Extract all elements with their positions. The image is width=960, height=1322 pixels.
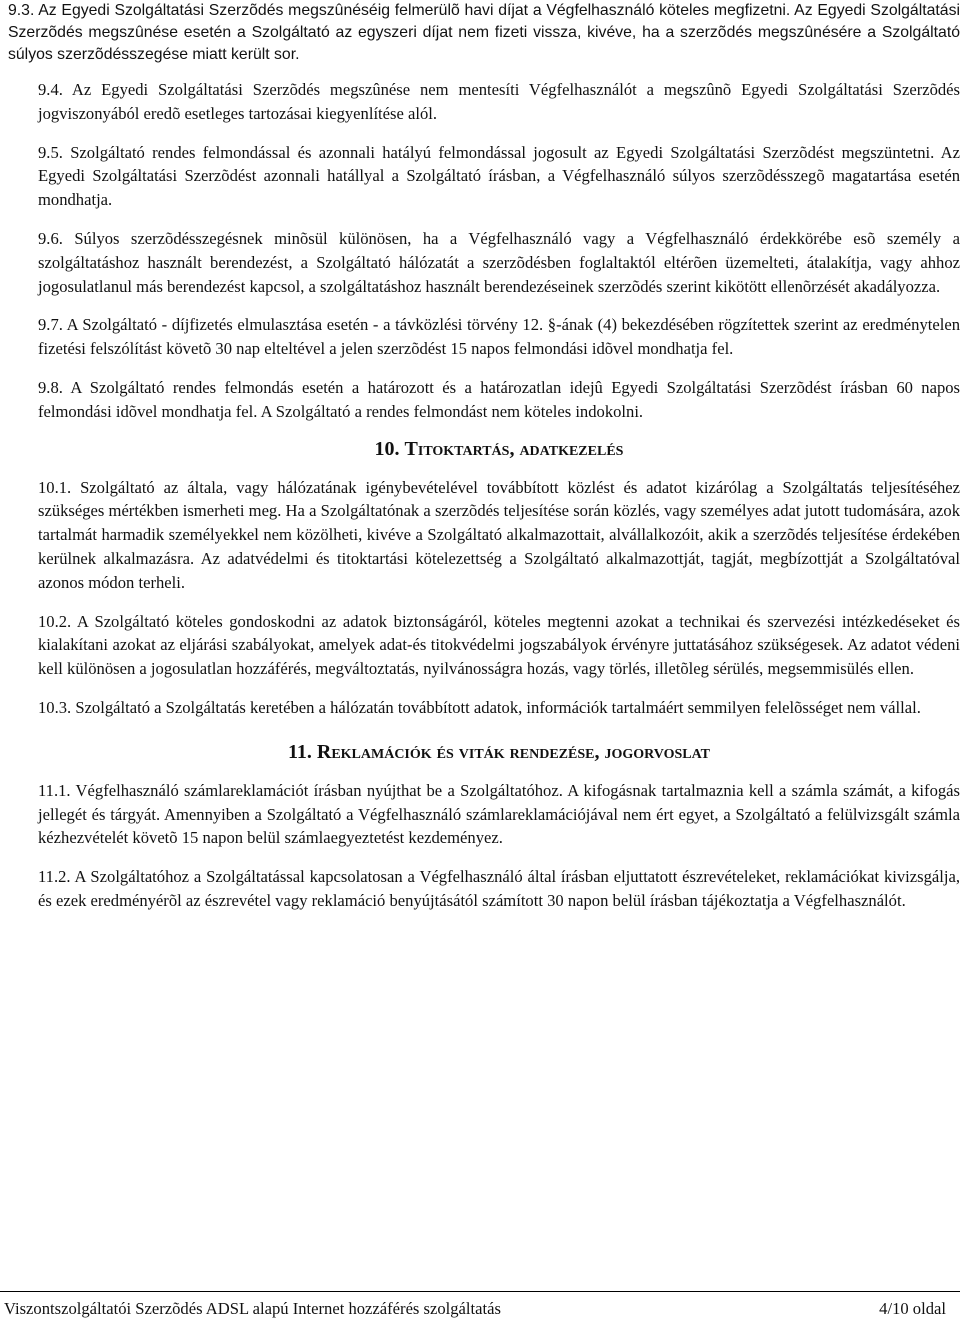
clause-11-2: 11.2. A Szolgáltatóhoz a Szolgáltatással kapcsolatosan a Végfelhasználó által írásban eljuttatott észrevételeket, reklamációkat kivizsgálja, és ezek eredményérõl az észrevétel vagy reklamáció benyújtásától számított 30 napon belül írásban tájékoztatja a Végfelhasználót. — [38, 867, 960, 910]
clause-9-6: 9.6. Súlyos szerzõdésszegésnek minõsül különösen, ha a Végfelhasználó vagy a Végfelhasználó érdekkörébe esõ személy a szolgáltatáshoz használt berendezést, a Szolgáltató hálózatát a szerzõdésben foglaltaktól eltérõen üzemelteti, átalakítja, vagy ahhoz jogosulatlanul más berendezést kapcsol, a szolgáltatáshoz használt berendezéseinek szerzõdés szerint kikötött ellenõrzését akadályozza. — [38, 228, 960, 296]
clause-10-3: 10.3. Szolgáltató a Szolgáltatás keretében a hálózatán továbbított adatok, információk tartalmáért semmilyen felelõsséget nem vállal. — [38, 697, 921, 717]
clause-11-1: 11.1. Végfelhasználó számlareklamációt írásban nyújthat be a Szolgáltatóhoz. A kifogásnak tartalmaznia kell a számla számát, a kifogás jellegét és tárgyát. Amennyiben a Szolgáltató a Végfelhasználó számlareklamációjával nem ért egyet, a Szolgáltató a felülvizsgált számla kézhezvételét követõ 15 napon belül számlaegyeztetést kezdeményez. — [38, 780, 960, 848]
section-10-number: 10. — [374, 437, 405, 460]
section-11-heading — [38, 720, 960, 779]
footer-divider — [0, 1291, 960, 1292]
page-footer — [4, 1298, 946, 1320]
section-10-title: Titoktartás, adatkezelés — [404, 437, 624, 460]
clause-9-7: 9.7. A Szolgáltató - díjfizetés elmulasztása esetén - a távközlési törvény 12. §-ának (4) bekezdésében rögzítettek szerint az eredménytelen fizetési felszólítást követõ 30 nap elteltével a jelen szerzõdést 15 napos felmondási idõvel mondhatja fel. — [38, 315, 960, 359]
footer-page-number: 4/10 oldal — [879, 1299, 946, 1318]
section-10-heading — [38, 424, 960, 476]
section-11-number: 11. — [287, 740, 317, 763]
footer-document-title: Viszontszolgáltatói Szerzõdés ADSL alapú Internet hozzáférés szolgáltatás — [4, 1299, 501, 1318]
clause-9-8: 9.8. A Szolgáltató rendes felmondás esetén a határozott és a határozatlan idejû Egyedi Szolgáltatási Szerzõdést írásban 60 napos felmondási idõvel mondhatja fel. A Szolgáltató a rendes felmondást nem köteles indokolni. — [38, 377, 960, 421]
clause-10-1: 10.1. Szolgáltató az általa, vagy hálózatának igénybevételével továbbított közlést és adatot kizárólag a Szolgáltatás teljesítéséhez szükséges mértékben ismerheti meg. Ha a Szolgáltatónak a szerzõdés teljesítése során közlés, vagy személyes adat jutott tudomására, azok tartalmát harmadik személyekkel nem közölheti, kivéve a Szolgáltató alkalmazottait, alvállalkozóit, akik a szerzõdés teljesítése érdekében kerülnek alkalmazásra. Az adatvédelmi és titoktartási kötelezettség a Szolgáltató alkalmazottját, tagját, megbízottját a Szolgáltatóval azonos módon terheli. — [38, 477, 960, 592]
section-11-title: Reklamációk és viták rendezése, jogorvoslat — [316, 740, 711, 763]
clause-9-5: 9.5. Szolgáltató rendes felmondással és azonnali hatályú felmondással jogosult az Egyedi Szolgáltatási Szerzõdést megszüntetni. Az Egyedi Szolgáltatási Szerzõdést azonnali hatállyal a Szolgáltató írásban, a Végfelhasználó súlyos szerzõdésszegõ magatartása esetén mondhatja. — [38, 142, 960, 210]
clause-10-2: 10.2. A Szolgáltató köteles gondoskodni az adatok biztonságáról, köteles megtenni azokat a technikai és szervezési intézkedéseket és kialakítani azokat az eljárási szabályokat, amelyek adat-és titokvédelmi jogszabályok érvényre juttatásához szükségesek. Az adatot védeni kell különösen a jogosulatlan hozzáférés, megváltoztatás, nyilvánosságra hozás, vagy törlés, illetõleg sérülés, megsemmisülés ellen. — [38, 611, 960, 679]
document-page — [8, 0, 960, 913]
clause-9-3: 9.3. Az Egyedi Szolgáltatási Szerzõdés megszûnéséig felmerülõ havi díjat a Végfelhasználó köteles megfizetni. Az Egyedi Szolgáltatási Szerzõdés megszûnése esetén a Szolgáltató az egyszeri díjat nem fizeti vissza, kivéve, ha a szerzõdés megszûnésére a Szolgáltató súlyos szerzõdésszegése miatt került sor. — [8, 2, 960, 63]
clause-9-4: 9.4. Az Egyedi Szolgáltatási Szerzõdés megszûnése nem mentesíti Végfelhasználót a megszûnõ Egyedi Szolgáltatási Szerzõdés jogviszonyából eredõ esetleges tartozásai kiegyenlítése alól. — [38, 80, 960, 123]
